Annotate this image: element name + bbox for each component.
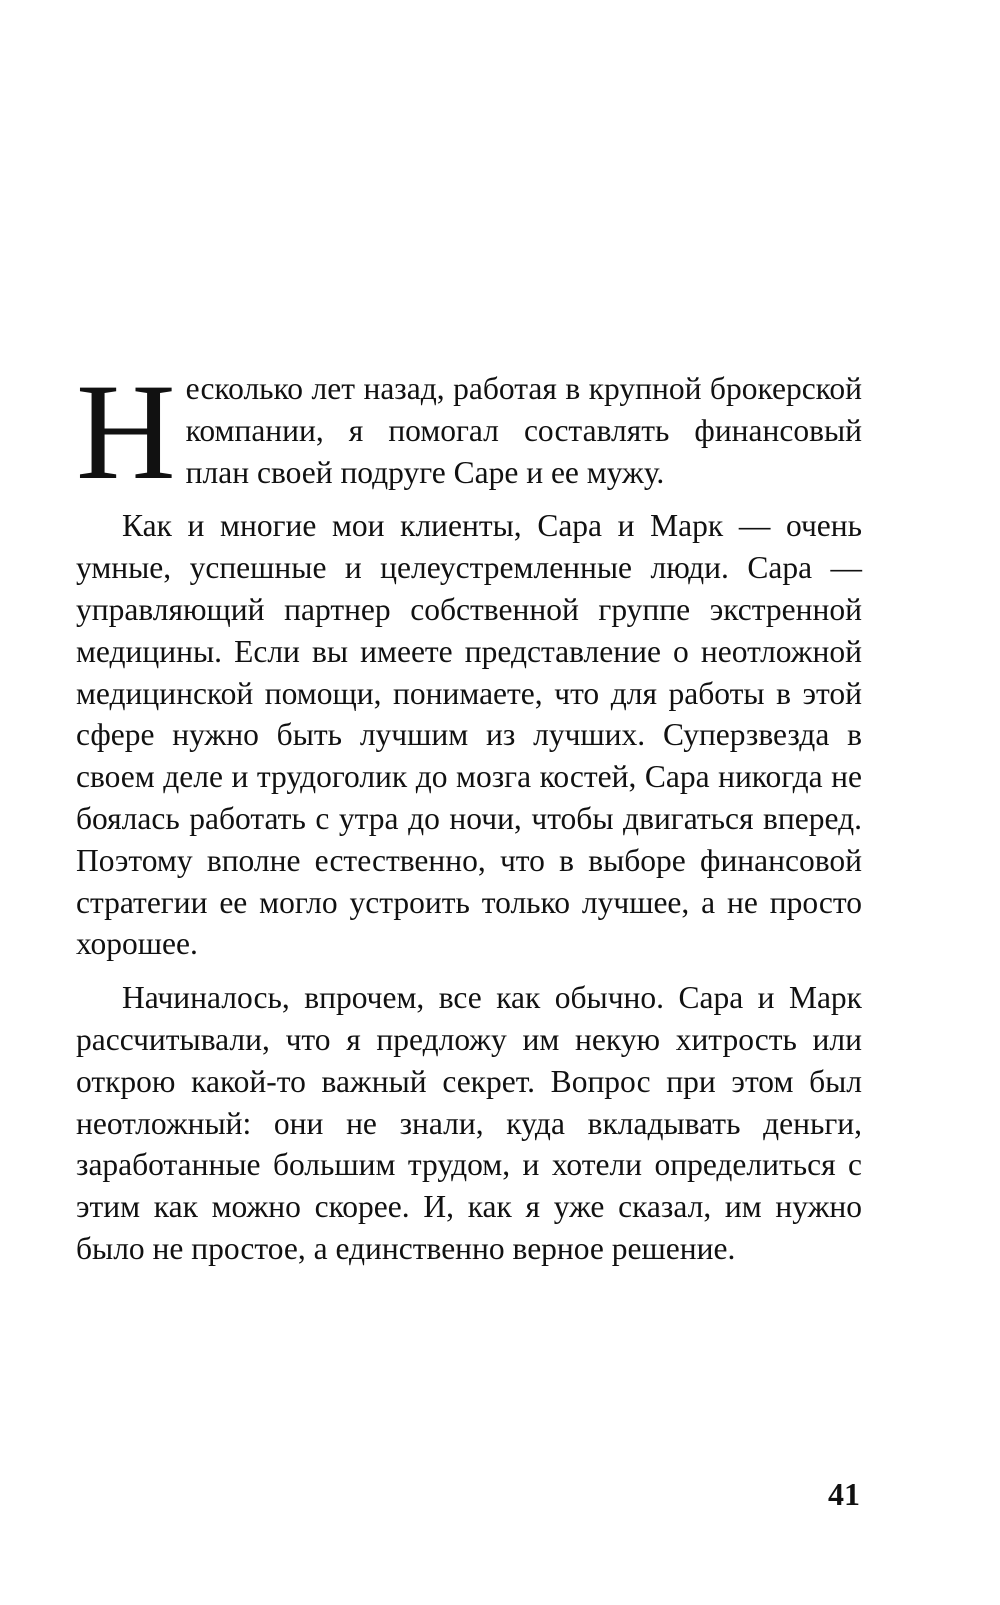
paragraph-1-text: есколько лет назад, работая в крупной брокерской компании, я помогал составлять финансовый план своей подруге Саре и ее мужу. — [185, 371, 862, 490]
drop-cap: Н — [76, 355, 176, 508]
paragraph-3: Начиналось, впрочем, все как обычно. Сара и Марк рассчитывали, что я предложу им некую хитрость или открою какой-то важный секрет. Вопрос при этом был неотложный: они не знали, куда вкладывать деньги, заработанные большим трудом, и хотели определиться с этим как можно скорее. И, как я уже сказал, им нужно было не простое, а единственно верное решение. — [76, 980, 862, 1266]
body-text — [76, 355, 862, 1270]
page-number: 41 — [828, 1476, 860, 1512]
paragraph-2: Как и многие мои клиенты, Сара и Марк — очень умные, успешные и целеустремленные люди. Сара — управляющий партнер собственной группе экстренной медицины. Если вы имеете представление о неотложной медицинской помощи, понимаете, что для работы в этой сфере нужно быть лучшим из лучших. Суперзвезда в своем деле и трудоголик до мозга костей, Сара никогда не боялась работать с утра до ночи, чтобы двигаться вперед. Поэтому вполне естественно, что в выборе финансовой стратегии ее могло устроить только лучшее, а не просто хорошее. — [76, 508, 862, 962]
paragraph-1 — [76, 355, 862, 508]
